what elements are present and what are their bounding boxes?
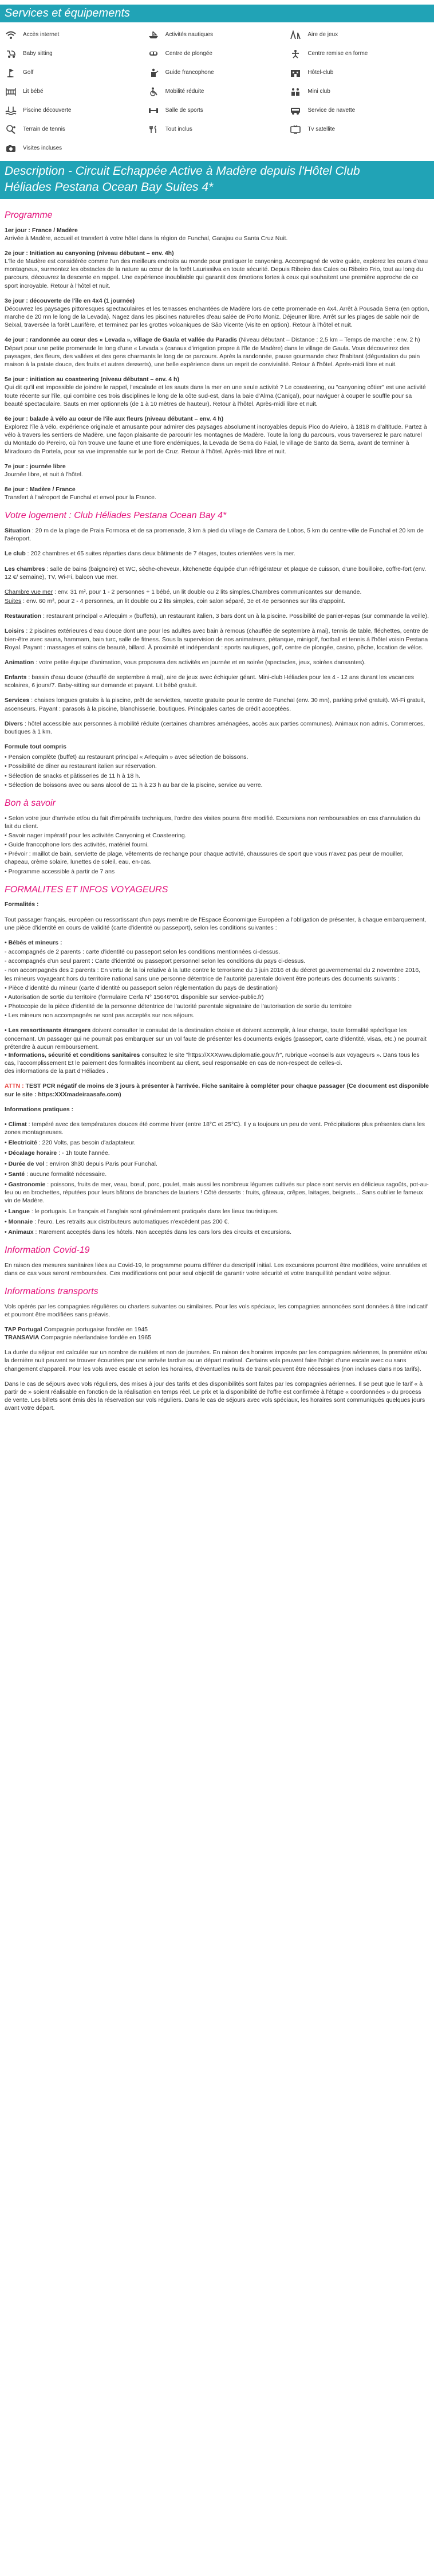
amenity-label: Tout inclus bbox=[165, 126, 192, 133]
programme-day bbox=[5, 297, 429, 330]
logement-text: : chaises longues gratuits à la piscine, prêt de serviettes, navette gratuite pour le centre de Funchal (env. 30 mn), parking privé gratuit). Wi-Fi gratuit, ascenseurs. Payant : parasols à la piscine, blanchisserie, boutiques. Principales cartes de crédit acceptées. bbox=[5, 697, 425, 712]
logement-text: : hôtel accessible aux personnes à mobilité réduite (certaines chambres aménagées, accès aux parties communes). Animaux non admis. Commerces, boutiques à 1 km. bbox=[5, 720, 425, 735]
amenity-label: Mobilité réduite bbox=[165, 88, 204, 95]
practical-label: • Décalage horaire bbox=[5, 1150, 57, 1157]
practical-item bbox=[5, 1160, 429, 1168]
logement-label: Suites bbox=[5, 598, 22, 605]
logement-label: Chambre vue mer bbox=[5, 588, 53, 595]
programme-day bbox=[5, 415, 429, 456]
amenity-label: Mini club bbox=[307, 88, 330, 95]
day-text: L'île de Madère est considérée comme l'un des meilleurs endroits au monde pour pratiquer le canyoning. Accompagné de votre guide, explorez les cours d'eau montagneux, surmontez les obstacles de la nature au cœur de la forêt Laurissilva en toute sécurité. Depuis Ribeiro das Cales ou Ribeiro Frio, tout au long du parcours, découvrez la descente en rappel. Une expérience inoubliable qui garantit des émotions fortes à ceux qui souhaitent une première approche de ce sport incroyable. Retour à l'hôtel et nuit. bbox=[5, 258, 428, 289]
attn-paragraph bbox=[5, 1082, 429, 1098]
practical-title: Informations pratiques : bbox=[5, 1105, 74, 1113]
logement-paragraph bbox=[5, 612, 429, 620]
bon-a-savoir-list bbox=[5, 814, 429, 876]
pool-icon bbox=[5, 104, 17, 117]
logement-text: : salle de bains (baignoire) et WC, sèche-cheveux, kitchenette équipée d'un réfrigérateur et plaque de cuisson, d'une bouilloire, coffre-fort (env. 12 €/ semaine), TV, Wi-Fi, balcon vue mer. bbox=[5, 565, 427, 581]
practical-item bbox=[5, 1170, 429, 1178]
day-title: 8e jour : Madère / France bbox=[5, 486, 76, 493]
practical-list bbox=[5, 1120, 429, 1236]
practical-text: : aucune formalité nécessaire. bbox=[25, 1170, 107, 1178]
practical-text: : le portugais. Le français et l'anglais sont généralement pratiqués dans les lieux touristiques. bbox=[29, 1207, 279, 1215]
bebes-title: • Bébés et mineurs : bbox=[5, 939, 62, 946]
all-inclusive-icon bbox=[147, 123, 160, 136]
day-text: Journée libre, et nuit à l'hôtel. bbox=[5, 470, 83, 478]
list-item: • Programme accessible à partir de 7 ans bbox=[5, 868, 115, 875]
logement-paragraph bbox=[5, 550, 429, 558]
practical-label: • Electricité bbox=[5, 1139, 37, 1147]
practical-text: : environ 3h30 depuis Paris pour Funchal. bbox=[44, 1160, 157, 1167]
amenity-label: Aire de jeux bbox=[307, 32, 338, 38]
amenity-label: Activités nautiques bbox=[165, 32, 214, 38]
practical-item bbox=[5, 1120, 429, 1136]
practical-label: • Gastronomie bbox=[5, 1181, 46, 1188]
amenity-label: Service de navette bbox=[307, 107, 356, 114]
amenity-item bbox=[5, 47, 147, 61]
logement-paragraph bbox=[5, 565, 429, 581]
logement-label: Situation bbox=[5, 527, 30, 534]
amenity-item bbox=[5, 123, 147, 136]
wheelchair-icon bbox=[147, 85, 160, 98]
logement-paragraph bbox=[5, 527, 429, 543]
amenity-item bbox=[5, 85, 147, 99]
practical-label: • Langue bbox=[5, 1207, 30, 1215]
practical-text: : 220 Volts, pas besoin d'adaptateur. bbox=[37, 1139, 136, 1147]
logement-paragraph bbox=[5, 658, 429, 666]
day-title-extra: (Niveau débutant – Distance : 2,5 km – Temps de marche : env. 2 h) bbox=[237, 336, 420, 344]
company-desc: Compagnie portugaise fondée en 1945 bbox=[42, 1326, 148, 1333]
logement-paragraph bbox=[5, 673, 429, 689]
logement-label: Loisirs bbox=[5, 628, 25, 635]
amenity-item bbox=[5, 28, 147, 42]
company-name: TRANSAVIA bbox=[5, 1334, 40, 1342]
bebes-list bbox=[5, 948, 429, 1020]
logement-text: : votre petite équipe d'animation, vous proposera des activités en journée et en soirée (spectacles, jeux, soirées dansantes). bbox=[34, 658, 366, 666]
list-item: • Les mineurs non accompagnés ne sont pas acceptés sur nos séjours. bbox=[5, 1012, 195, 1020]
fitness-icon bbox=[289, 48, 302, 60]
securite-label: • Informations, sécurité et conditions sanitaires bbox=[5, 1051, 140, 1058]
amenity-label: Guide francophone bbox=[165, 69, 214, 76]
etrangers-paragraph bbox=[5, 1026, 429, 1075]
amenity-label: Centre remise en forme bbox=[307, 50, 368, 57]
list-item: • Guide francophone lors des activités, matériel fourni. bbox=[5, 841, 149, 849]
formalites-heading: FORMALITES ET INFOS VOYAGEURS bbox=[5, 884, 168, 895]
day-text: Explorez l'île à vélo, expérience originale et amusante pour admirer des paysages absolument incroyables depuis Pico do Arieiro, à 1818 m d'altitude. Partez à vélo à travers les sentiers de Madère, une façon plaisante de parcourir les montagnes de Madère. Toute la long du parcours, vous traverserez le parc naturel du Montado do Pereiro, où l'on trouve une faune et une flore endémiques, la Levada de Serra do Faial, le village de Santo da Serra, avant de terminer à Miradouro da Portela, pour sa vue imprenable sur le port de Cruz. Retour à l'hôtel. Après-midi libre et nuit. bbox=[5, 424, 427, 455]
description-title-line1: Description - Circuit Echappée Active à Madère depuis l'Hôtel Club bbox=[5, 164, 360, 178]
day-title: 6e jour : balade à vélo au cœur de l'île aux fleurs (niveau débutant – env. 4 h) bbox=[5, 415, 224, 422]
wifi-icon bbox=[5, 29, 17, 41]
practical-item bbox=[5, 1228, 429, 1236]
company-line bbox=[5, 1334, 429, 1342]
logement-label: Le club bbox=[5, 550, 26, 558]
visit-icon bbox=[5, 142, 17, 155]
list-item: • Sélection de boissons avec ou sans alcool de 11 h à 23 h au bar de la piscine, service au verre. bbox=[5, 781, 263, 789]
day-text: Transfert à l'aéroport de Funchal et envol pour la France. bbox=[5, 494, 156, 501]
amenity-item bbox=[147, 28, 290, 42]
logement-text: : 20 m de la plage de Praia Formosa et de sa promenade, 3 km à pied du village de Camara de Lobos, 5 km du centre-ville de Funchal et 20 km de l'aéroport. bbox=[5, 527, 424, 543]
programme-day bbox=[5, 485, 429, 501]
amenity-item bbox=[289, 66, 432, 80]
logement-paragraph bbox=[5, 597, 429, 605]
practical-label: • Animaux bbox=[5, 1228, 34, 1236]
amenity-item bbox=[147, 85, 290, 99]
amenity-item bbox=[147, 66, 290, 80]
etrangers-text: doivent consulter le consulat de la destination choisie et doivent accomplir, à leur charge, toute formalité spécifique les concernant. Un passager qui ne pourrait pas embarquer sur un vol faute de présenter les documents exigés (passeport, carte d'identité, visas, etc.) ne pourrait prétendre à aucun remboursement. bbox=[5, 1027, 427, 1050]
programme-day bbox=[5, 336, 429, 368]
transports-p2: La durée du séjour est calculée sur un nombre de nuitées et non de journées. En raison des horaires imposés par les compagnies aériennes, la première et/ou la dernière nuit peuvent se trouver écourtées par une arrivée tardive ou un départ matinal. Certains vols peuvent faire l'objet d'une escale avec ou sans changement d'appareil. Pour les vols avec escale et selon les horaires, d'éventuelles nuits de transit peuvent être nécessaires (non incluses dans nos tarifs). bbox=[5, 1349, 428, 1373]
amenity-item bbox=[289, 104, 432, 117]
bon-a-savoir-heading: Bon à savoir bbox=[5, 798, 56, 808]
transports-intro: Vols opérés par les compagnies régulières ou charters suivantes ou similaires. Pour les vols spéciaux, les compagnies annoncées sont données à titre indicatif et pourront être modifiées sans préavis. bbox=[5, 1303, 428, 1318]
company-line bbox=[5, 1326, 429, 1334]
logement-paragraph bbox=[5, 588, 429, 596]
day-title: 7e jour : journée libre bbox=[5, 462, 66, 470]
logement-paragraph bbox=[5, 696, 429, 712]
amenity-label: Accès internet bbox=[23, 32, 60, 38]
shuttle-icon bbox=[289, 104, 302, 117]
crib-icon bbox=[5, 85, 17, 98]
amenity-item bbox=[5, 66, 147, 80]
list-item: • Possibilité de dîner au restaurant italien sur réservation. bbox=[5, 763, 157, 770]
amenity-item bbox=[147, 47, 290, 61]
logement-text: : 202 chambres et 65 suites réparties dans deux bâtiments de 7 étages, toutes orientées vers la mer. bbox=[25, 550, 295, 558]
guide-icon bbox=[147, 66, 160, 79]
logement-paragraph bbox=[5, 627, 429, 652]
practical-item bbox=[5, 1139, 429, 1147]
amenity-item bbox=[5, 142, 147, 155]
day-text: Arrivée à Madère, accueil et transfert à votre hôtel dans la région de Funchal, Garajau ou Santa Cruz Nuit. bbox=[5, 234, 288, 242]
amenity-label: Hôtel-club bbox=[307, 69, 334, 76]
content bbox=[0, 199, 434, 1430]
day-title: 2e jour : Initiation au canyoning (niveau débutant – env. 4h) bbox=[5, 249, 174, 257]
list-item: • Pension complète (buffet) au restaurant principal « Arlequim » avec sélection de boissons. bbox=[5, 754, 248, 761]
practical-label: • Santé bbox=[5, 1170, 25, 1178]
practical-text: : poissons, fruits de mer, veau, bœuf, porc, poulet, mais aussi les nombreux légumes cultivés sur place sont servis en délicieux ragoûts, pot-au-feu ou en brochettes, réputées pour leurs bâtons de branches de lauriers ! Côté desserts : fruits, gâteaux, crêpes, laitages, beignets... Sans oublier le fameux vin de Madère. bbox=[5, 1181, 429, 1205]
tv-icon bbox=[289, 123, 302, 136]
amenity-item bbox=[289, 28, 432, 42]
practical-item bbox=[5, 1218, 429, 1226]
amenity-label: Baby sitting bbox=[23, 50, 53, 57]
day-text: Découvrez les paysages pittoresques spectaculaires et les terrasses enchantées de Madère lors de cette promenade en 4x4. Arrêt à Pousada Serra (en option, marche de 20 mn le long de la Levada). Nagez dans les piscines naturelles d'eau salée de Porto Moniz. Déjeuner libre. Arrêt sur les plages de sable noir de Seixal, traversée la forêt Laurifère, et terminez par les grottes volcaniques de São Vicente (visite en option). Retour à l'hôtel et nuit. bbox=[5, 305, 429, 329]
logement-label: Divers bbox=[5, 720, 23, 727]
formula-list bbox=[5, 753, 429, 789]
logement-text: : env. 31 m², pour 1 - 2 personnes + 1 bébé, un lit double ou 2 lits simples.Chambres communicantes sur demande. bbox=[53, 588, 362, 595]
tennis-icon bbox=[5, 123, 17, 136]
playground-icon bbox=[289, 29, 302, 41]
amenity-item bbox=[147, 104, 290, 117]
list-item: • Prévoir : maillot de bain, serviette de plage, vêtements de rechange pour chaque activité, chaussures de sport que vous n'avez pas peur de mouiller, chapeau, crème solaire, lunettes de soleil, eau, en-cas. bbox=[5, 850, 404, 866]
programme-day bbox=[5, 375, 429, 408]
logement-text: : bassin d'eau douce (chauffé de septembre à mai), aire de jeux avec échiquier géant. Mini-club Héliades pour les 4 - 12 ans durant les vacances scolaires, 6 jours/7. Baby-sitting sur demande et payant. Lit bébé gratuit. bbox=[5, 674, 415, 689]
services-title: Services et équipements bbox=[5, 7, 131, 19]
practical-text: : - 1h toute l'année. bbox=[57, 1150, 110, 1157]
stroller-icon bbox=[5, 48, 17, 60]
amenity-label: Salle de sports bbox=[165, 107, 203, 114]
amenity-label: Golf bbox=[23, 69, 34, 76]
amenity-label: Terrain de tennis bbox=[23, 126, 65, 133]
covid-text: En raison des mesures sanitaires liées au Covid-19, le programme pourra différer du descriptif initial. Les excursions pourront être modifiées, voire annulées et dans ce cas vous seront remboursées. Ces modifications ont pour seul objectif de garantir votre sécurité et votre tranquillité pendant votre séjour. bbox=[5, 1261, 427, 1277]
practical-label: • Climat bbox=[5, 1120, 27, 1128]
list-item: - accompagnés d'un seul parent : Carte d'identité ou passeport personnel selon les conditions du pays ci-dessus. bbox=[5, 958, 306, 965]
boat-icon bbox=[147, 29, 160, 41]
formula-title: Formule tout compris bbox=[5, 743, 66, 751]
logement-label: Animation bbox=[5, 658, 34, 666]
list-item: - non accompagnés des 2 parents : En vertu de la loi relative à la lutte contre le terrorisme du 3 juin 2016 et du décret gouvernemental du 2 novembre 2016, les mineurs voyageant hors du territoire national sans une personne détentrice de l'autorité parentale doivent être porteurs des documents suivants : bbox=[5, 967, 421, 982]
logement-text: : restaurant principal « Arlequim » (buffets), un restaurant italien, 3 bars dont un à la piscine. Possibilité de panier-repas (sur commande la veille). bbox=[41, 613, 429, 620]
amenity-item bbox=[289, 47, 432, 61]
description-title-line2: Héliades Pestana Ocean Bay Suites 4* bbox=[5, 181, 214, 194]
logement-heading: Votre logement : Club Héliades Pestana Ocean Bay 4* bbox=[5, 511, 227, 521]
list-item: • Selon votre jour d'arrivée et/ou du fait d'impératifs techniques, l'ordre des visites pourra être modifié. Excursions non remboursables en cas d'annulation du fait du client. bbox=[5, 814, 421, 830]
logement-paragraphs bbox=[5, 527, 429, 736]
practical-label: • Monnaie bbox=[5, 1218, 33, 1225]
amenity-label: Piscine découverte bbox=[23, 107, 72, 114]
practical-item bbox=[5, 1207, 429, 1216]
description-title-bar bbox=[0, 161, 434, 199]
logement-text: : 2 piscines extérieures d'eau douce dont une pour les adultes avec bain à remous (chauffée de septembre à mai), tennis de table, fléchettes, centre de bien-être avec sauna, hammam, bain turc, salle de fitness. Sous la supervision de nos animateurs, pétanque, minigolf, football et tennis à l'hôtel voisin Pestana Royal. Payant : massages et soins de beauté, billard. À proximité et indépendant : sports nautiques, golf, centre de plongée, casino, pêche, location de vélos. bbox=[5, 628, 429, 651]
day-title: 5e jour : initiation au coasteering (niveau débutant – env. 4 h) bbox=[5, 376, 179, 383]
day-title: 4e jour : randonnée au cœur des « Levada », village de Gaula et vallée du Paradis bbox=[5, 336, 238, 344]
covid-heading: Information Covid-19 bbox=[5, 1245, 90, 1256]
practical-text: : tempéré avec des températures douces été comme hiver (entre 18°C et 25°C). Il y a toujours un peu de vent. Précipitations plus présentes dans les zones montagneuses. bbox=[5, 1120, 425, 1136]
formalites-subtitle: Formalités : bbox=[5, 901, 39, 908]
logement-label: Les chambres bbox=[5, 565, 45, 573]
programme-heading: Programme bbox=[5, 210, 53, 220]
hotel-club-icon bbox=[289, 66, 302, 79]
diving-icon bbox=[147, 48, 160, 60]
dumbbell-icon bbox=[147, 104, 160, 117]
list-item: • Photocopie de la pièce d'identité de la personne détentrice de l'autorité parentale signataire de l'autorisation de sortie du territoire bbox=[5, 1003, 352, 1010]
list-item: - accompagnés de 2 parents : carte d'identité ou passeport selon les conditions mentionnées ci-dessus. bbox=[5, 948, 281, 956]
amenity-item bbox=[5, 104, 147, 117]
logement-label: Enfants bbox=[5, 674, 27, 681]
practical-label: • Durée de vol bbox=[5, 1160, 45, 1167]
amenity-label: Centre de plongée bbox=[165, 50, 212, 57]
transports-heading: Informations transports bbox=[5, 1286, 98, 1296]
attn-text: TEST PCR négatif de moins de 3 jours à présenter à l'arrivée. Fiche sanitaire à compléter pour chaque passager (Ce document est disponible sur le site : https:XXXmadeiraasafe.com) bbox=[5, 1083, 429, 1098]
company-desc: Compagnie néerlandaise fondée en 1965 bbox=[39, 1334, 152, 1342]
programme-day bbox=[5, 462, 429, 479]
practical-text: : l'euro. Les retraits aux distributeurs automatiques n'excèdent pas 200 €. bbox=[33, 1218, 230, 1225]
day-title: 3e jour : découverte de l'île en 4x4 (1 journée) bbox=[5, 297, 135, 304]
list-item: • Sélection de snacks et pâtisseries de 11 h à 18 h. bbox=[5, 772, 140, 779]
amenity-label: Visites incluses bbox=[23, 145, 62, 152]
amenity-item bbox=[289, 85, 432, 99]
company-name: TAP Portugal bbox=[5, 1326, 42, 1333]
list-item: • Autorisation de sortie du territoire (formulaire Cerfa N° 15646*01 disponible sur service-public.fr) bbox=[5, 993, 264, 1001]
formalites-intro: Tout passager français, européen ou ressortissant d'un pays membre de l'Espace Économique Européen a l'obligation de présenter, à chaque embarquement, une pièce d'identité en cours de validité (carte d'identité ou passeport), selon les conditions suivantes : bbox=[5, 916, 427, 931]
day-title: 1er jour : France / Madère bbox=[5, 226, 78, 234]
practical-item bbox=[5, 1181, 429, 1205]
day-text: Départ pour une petite promenade le long d'une « Levada » (canaux d'irrigation propre à l'île de Madère) dans le village de Gaula. Vous découvrirez des paysages, des fleurs, des vallées et des gens charmants le long de ce parcours. Après la randonnée, pause gourmande chez l'habitant (dégustation du pain maison à la patate douce, des fruits et autres desserts), une belle expérience dans un esprit de convivialité. Retour à l'hôtel. Après-midi libre et nuit. bbox=[5, 344, 420, 368]
mini-club-icon bbox=[289, 85, 302, 98]
companies-list bbox=[5, 1326, 429, 1342]
attn-label: ATTN : bbox=[5, 1083, 24, 1090]
practical-text: : Rarement acceptés dans les hôtels. Non acceptés dans les cars lors des circuits et excursions. bbox=[33, 1228, 292, 1236]
securite-text: consultez le site "https://XXXwww.diplomatie.gouv.fr", rubrique «conseils aux voyageurs ». Dans tous les cas, l'accomplissement Et le paiement des formalités incombent au client, seul responsable en cas de non-respect de celles-ci. des informations de la part d'Héliades . bbox=[5, 1051, 420, 1075]
logement-label: Restauration bbox=[5, 613, 42, 620]
transports-p3: Dans le cas de séjours avec vols réguliers, des mises à jour des tarifs et des disponibilités sont faites par les compagnies aériennes. Il se peut que le tarif « à partir de » soient réalisable en fonction de la réalisation en temps réel. Le prix et la disponibilité de l'offre est confirmée à l'étape « coordonnées » du process de vente. Les billets sont émis dès la réservation sur vols réguliers. Dans le cas de séjours avec vols spéciaux, les horaires sont communiqués quelques jours avant votre départ. bbox=[5, 1380, 425, 1412]
programme-days bbox=[5, 226, 429, 502]
practical-item bbox=[5, 1149, 429, 1157]
amenity-item bbox=[147, 123, 290, 136]
programme-day bbox=[5, 249, 429, 290]
programme-day bbox=[5, 226, 429, 242]
logement-paragraph bbox=[5, 720, 429, 736]
golf-icon bbox=[5, 66, 17, 79]
etrangers-label: • Les ressortissants étrangers bbox=[5, 1027, 91, 1034]
amenities-grid bbox=[0, 22, 434, 161]
amenity-label: Lit bébé bbox=[23, 88, 44, 95]
amenity-item bbox=[289, 123, 432, 136]
day-text: Qui dit qu'il est impossible de joindre le rappel, l'escalade et les sauts dans la mer en une seule activité ? Le coasteering, ou "canyoning côtier" est une activité toute récente sur l'île, qui combine ces trois disciplines le long de la côte sud-est, dans la baie d'Alma (Caniçal), pour naviguer à couper le souffle pour sa beauté spectaculaire. Sauts en mer optionnels (de 1 à 10 mètres de hauteur). Retour à l'hôtel. Après-midi libre et nuit. bbox=[5, 384, 426, 407]
amenity-label: Tv satellite bbox=[307, 126, 336, 133]
services-title-bar bbox=[0, 5, 434, 22]
logement-text: : env. 60 m², pour 2 - 4 personnes, un lit double ou 2 lits simples, coin salon séparé, 3e et 4e personnes sur lits d'appoint. bbox=[21, 598, 345, 605]
list-item: • Savoir nager impératif pour les activités Canyoning et Coasteering. bbox=[5, 832, 187, 839]
list-item: • Pièce d'identité du mineur (carte d'identité ou passeport selon réglementation du pays de destination) bbox=[5, 984, 278, 991]
logement-label: Services bbox=[5, 697, 30, 704]
